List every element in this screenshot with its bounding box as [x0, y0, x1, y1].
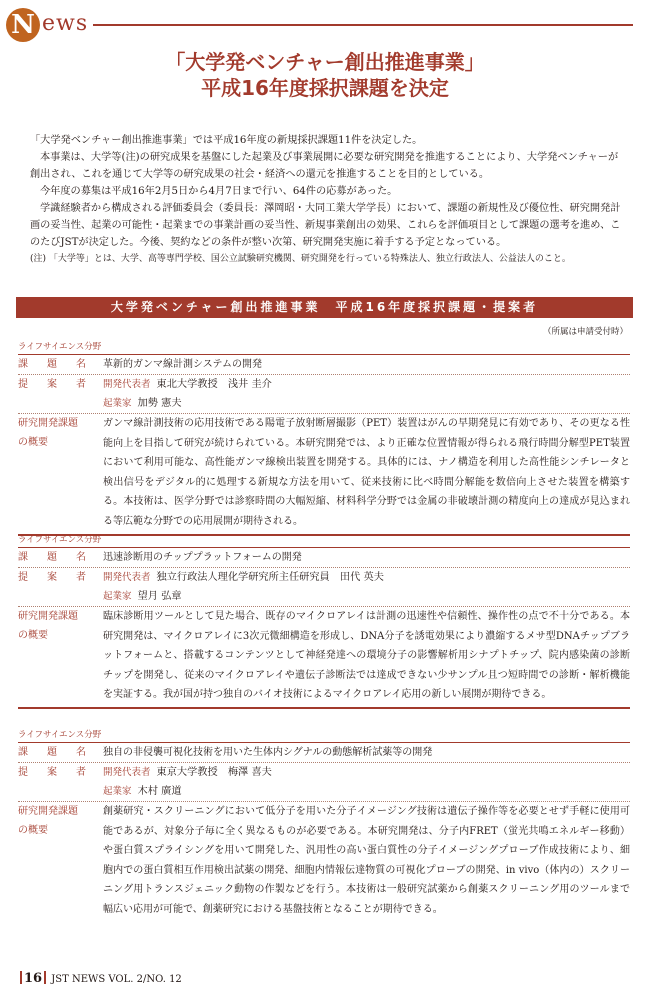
- project-block: [18, 340, 630, 536]
- overview-label-line: 研究開発課題: [18, 611, 78, 622]
- title-label: [18, 743, 103, 762]
- intro-note: (注) 「大学等」とは、大学、高等専門学校、国公立試験研究機関、研究開発を行っている特殊法人、独立行政法人、公益法人のこと。: [30, 254, 571, 264]
- overview-row: [18, 414, 630, 536]
- project-overview: 臨床診断用ツールとして見た場合、既存のマイクロアレイは計測の迅速性や信頼性、操作性の点で不十分である。本研究開発は、マイクロアレイに3次元微細構造を形成し、DNA分子を誘電効果により濃縮するメサ型DNAチップブラットフォームと、搭載するコンテンツとして神経発達への環境分子の影響解析用シナプトチップ、院内感染菌の診断チップを開発し、従来のマイクロアレイや遺伝子診断法では達成できない少サンプル且つ短時間での診断・解析機能を実証する。我が国が持つ独自のバイオ技術によるマイクロアレイ応用の新しい展開が期待できる。: [103, 611, 630, 701]
- proposer-list: [103, 375, 630, 413]
- role-lead: 開発代表者: [103, 379, 151, 390]
- project-title-row: [18, 743, 630, 763]
- overview-row: [18, 802, 630, 922]
- overview-label: [18, 802, 103, 922]
- footer-bar: [20, 971, 22, 984]
- section-banner: 大学発ベンチャー創出推進事業 平成16年度採択課題・提案者: [16, 297, 633, 318]
- proposer-list: [103, 763, 630, 801]
- founder-name: 木村 廣道: [137, 786, 182, 797]
- intro-paragraph: 本事業は、大学等(注)の研究成果を基盤にした起業及び事業展開に必要な研究開発を推進することにより、大学発ベンチャーが創出され、これを通じて大学等の研究成果の社会・経済への還元を推進することを目的としている。: [30, 152, 619, 180]
- label-char: 題: [47, 747, 57, 758]
- intro-paragraph: 学識経験者から構成される評価委員会（委員長：澤岡昭・大同工業大学学長）において、課題の新規性及び優位性、研究開発計画の妥当性、起業の可能性・起業までの事業計画の妥当性、新規事業創出の効果、これらを評価項目として課題の選考を進め、このたびJSTが決定した。今後、契約などの条件が整い次第、研究開発実施に着手する予定となっている。: [30, 203, 621, 248]
- project-title: 独自の非侵襲可視化技術を用いた生体内シグナルの動態解析試薬等の開発: [103, 747, 433, 758]
- role-founder: 起業家: [103, 786, 132, 797]
- overview-label: [18, 414, 103, 534]
- lead-name: 東北大学教授 浅井 圭介: [156, 379, 272, 390]
- label-char: 案: [47, 572, 57, 583]
- role-founder: 起業家: [103, 591, 132, 602]
- proposer-list: [103, 568, 630, 606]
- label-char: 名: [76, 552, 86, 563]
- intro-paragraph: 「大学発ベンチャー創出推進事業」では平成16年度の新規採択課題11件を決定した。: [30, 135, 423, 146]
- lead-name: 東京大学教授 梅澤 喜夫: [156, 767, 272, 778]
- title-line-2: 平成16年度採択課題を決定: [201, 76, 449, 100]
- label-char: 案: [47, 767, 57, 778]
- label-char: 名: [76, 359, 86, 370]
- project-title: 革新的ガンマ線計測システムの開発: [103, 359, 262, 370]
- project-title-row: [18, 355, 630, 375]
- project-overview: ガンマ線計測技術の応用技術である陽電子放射断層撮影（PET）装置はがんの早期発見に有効であり、その更なる性能向上を目指して研究が続けられている。本研究開発では、より正確な位置情報が得られる飛行時間分解型PET装置において利用可能な、高性能ガンマ線検出装置を開発する。具体的には、ナノ構造を利用した高性能シンチレータと検出信号をデジタル的に処理する新規な方法を用いて、従来技術に比べ時間分解能を数倍向上させた装置を構築する。本技術は、医学分野では診察時間の大幅短縮、材料科学分野では金属の非破壊計測の精度向上の達成が見込まれる等広範な分野での応用展開が期待される。: [103, 418, 630, 527]
- journal-name: JST NEWS: [51, 974, 106, 985]
- label-char: 案: [47, 379, 57, 390]
- proposer-label: [18, 568, 103, 606]
- project-overview: 創薬研究・スクリーニングにおいて低分子を用いた分子イメージング技術は遺伝子操作等を必要とせず手軽に使用可能であるが、対象分子毎に全く異なるものが必要である。本研究開発は、分子内FRET（蛍光共鳴エネルギー移動）や蛋白質スプライシングを用いて開発した、汎用性の高い蛋白質性の分子イメージングプローブ作成技術により、細胞内での蛋白質相互作用検出試薬の開発、細胞内情報伝達物質の可視化プローブの開発、in vivo（体内の）スクリーニング用トランスジェニック動物の作製などを行う。本技術は一般研究試薬から創薬スクリーニング用のツールまで幅広い応用が可能で、創薬研究における基盤技術となることが期待できる。: [103, 806, 630, 915]
- overview-label-line: 研究開発課題: [18, 806, 78, 817]
- role-founder: 起業家: [103, 398, 132, 409]
- proposer-label: [18, 375, 103, 413]
- proposer-row: [18, 763, 630, 802]
- journal-volume: VOL. 2: [108, 974, 143, 985]
- label-char: 題: [47, 552, 57, 563]
- label-char: 者: [76, 572, 86, 583]
- project-block: [18, 728, 630, 922]
- role-lead: 開発代表者: [103, 572, 151, 583]
- label-char: 課: [18, 552, 28, 563]
- label-char: 課: [18, 359, 28, 370]
- lead-name: 独立行政法人理化学研究所主任研究員 田代 英夫: [156, 572, 384, 583]
- overview-label-line: の概要: [18, 630, 48, 641]
- label-char: 提: [18, 767, 28, 778]
- affiliation-note: （所属は申請受付時）: [542, 327, 628, 337]
- label-char: 題: [47, 359, 57, 370]
- project-category: ライフサイエンス分野: [18, 730, 102, 740]
- title-line-1: 「大学発ベンチャー創出推進事業」: [165, 50, 485, 74]
- proposer-row: [18, 568, 630, 607]
- header-rule: [93, 24, 633, 26]
- label-char: 者: [76, 379, 86, 390]
- label-char: 提: [18, 572, 28, 583]
- news-wordmark: ews: [42, 11, 89, 36]
- page-title: [0, 49, 650, 101]
- founder-name: 加勢 憲夫: [137, 398, 182, 409]
- overview-label-line: 研究開発課題: [18, 418, 78, 429]
- overview-row: [18, 607, 630, 709]
- footer-bar: [44, 971, 46, 984]
- founder-name: 望月 弘章: [137, 591, 182, 602]
- news-badge: N: [6, 8, 40, 42]
- journal-number: NO. 12: [146, 974, 182, 985]
- page-number: 16: [24, 971, 43, 986]
- title-label: [18, 548, 103, 567]
- label-char: 課: [18, 747, 28, 758]
- proposer-row: [18, 375, 630, 414]
- page-footer: 16 JST NEWS VOL. 2/NO. 12: [18, 971, 182, 986]
- proposer-label: [18, 763, 103, 801]
- overview-label: [18, 607, 103, 707]
- intro-paragraph: 今年度の募集は平成16年2月5日から4月7日まで行い、64件の応募があった。: [40, 186, 398, 197]
- label-char: 提: [18, 379, 28, 390]
- role-lead: 開発代表者: [103, 767, 151, 778]
- label-char: 者: [76, 767, 86, 778]
- project-category: ライフサイエンス分野: [18, 535, 102, 545]
- title-label: [18, 355, 103, 374]
- intro-text: [30, 132, 625, 266]
- overview-label-line: の概要: [18, 437, 48, 448]
- project-block: [18, 533, 630, 709]
- project-category: ライフサイエンス分野: [18, 342, 102, 352]
- project-title-row: [18, 548, 630, 568]
- project-title: 迅速診断用のチッププラットフォームの開発: [103, 552, 302, 563]
- label-char: 名: [76, 747, 86, 758]
- overview-label-line: の概要: [18, 825, 48, 836]
